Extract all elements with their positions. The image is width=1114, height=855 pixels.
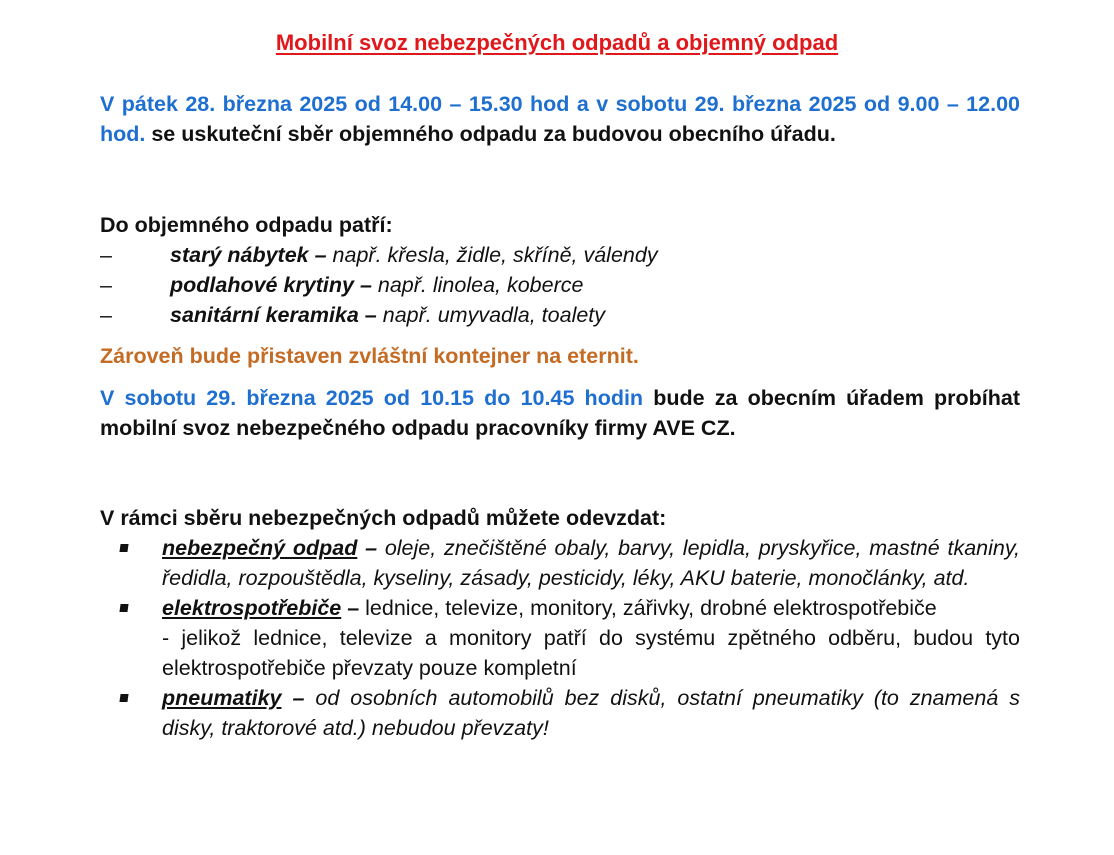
list-item (100, 683, 1020, 743)
item-term: nebezpečný odpad (162, 536, 358, 560)
intro-paragraph (100, 89, 1020, 149)
item-separator: – (281, 686, 316, 710)
dash-marker: – (100, 303, 112, 327)
item-desc: oleje, znečištěné obaly, barvy, lepidla, pryskyřice, mastné tkaniny, ředidla, rozpouštědla, kyseliny, zásady, pesticidy, léky, AKU baterie, monočlánky, atd. (162, 536, 1020, 590)
hazard-heading: V rámci sběru nebezpečných odpadů můžete odevzdat: (100, 506, 667, 530)
item-term: sanitární keramika – (170, 303, 377, 327)
square-bullet-icon (100, 533, 162, 593)
item-desc: od osobních automobilů bez disků, ostatní pneumatiky (to znamená s disky, traktorové atd.) nebudou převzaty! (162, 686, 1021, 740)
item-separator: – (357, 536, 385, 560)
item-desc: např. křesla, židle, skříně, válendy (326, 243, 658, 267)
square-bullet-icon (100, 593, 162, 683)
item-term: elektrospotřebiče (162, 596, 342, 620)
bulky-section (100, 210, 1020, 330)
eternit-notice: Zároveň bude přistaven zvláštní kontejner na eternit. (100, 344, 639, 368)
hazard-list (100, 533, 1020, 743)
intro-text: se uskuteční sběr objemného odpadu za budovou obecního úřadu. (145, 122, 836, 146)
list-item (100, 300, 1020, 330)
dash-marker: – (100, 243, 112, 267)
page-title: Mobilní svoz nebezpečných odpadů a objemný odpad (275, 30, 839, 55)
intro-dates: V pátek 28. března 2025 od 14.00 – 15.30 hod a v sobotu 29. března 2025 od 9.00 – 12.00 hod. (100, 92, 1020, 146)
item-note: - jelikož lednice, televize a monitory patří do systému zpětného odběru, budou tyto elektrospotřebiče převzaty pouze kompletní (162, 626, 1020, 680)
item-separator: – (341, 596, 366, 620)
list-item (100, 533, 1020, 593)
item-desc: lednice, televize, monitory, zářivky, drobné elektrospotřebiče (365, 596, 937, 620)
list-item (100, 240, 1020, 270)
square-bullet-icon (100, 683, 162, 743)
list-item (100, 593, 1020, 683)
item-desc: např. umyvadla, toalety (376, 303, 606, 327)
dash-marker: – (100, 273, 112, 297)
item-desc: např. linolea, koberce (371, 273, 584, 297)
item-term: podlahové krytiny – (170, 273, 372, 297)
hazard-date: V sobotu 29. března 2025 od 10.15 do 10.45 hodin (100, 386, 644, 410)
bulky-heading: Do objemného odpadu patří: (100, 213, 393, 237)
item-term: starý nábytek – (170, 243, 327, 267)
item-term: pneumatiky (162, 686, 282, 710)
hazard-intro-text: bude za obecním úřadem probíhat mobilní svoz nebezpečného odpadu pracovníky firmy AVE CZ. (100, 386, 1020, 440)
hazard-intro-paragraph (100, 383, 1020, 443)
list-item (100, 270, 1020, 300)
